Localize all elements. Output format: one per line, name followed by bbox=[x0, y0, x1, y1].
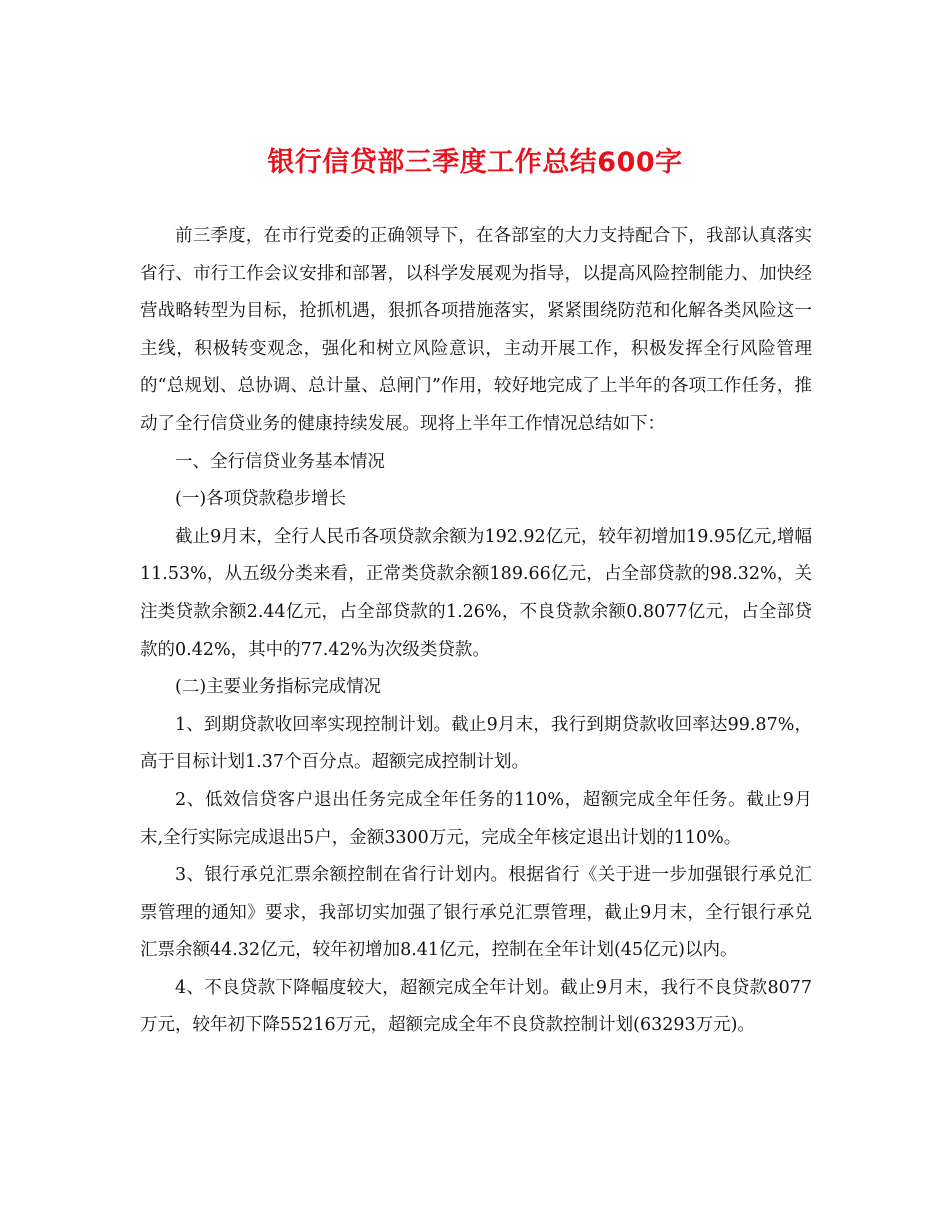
paragraph-loans: 截止9月末，全行人民币各项贷款余额为192.92亿元，较年初增加19.95亿元,增幅11.53%，从五级分类来看，正常类贷款余额189.66亿元，占全部贷款的98.32%，关注类贷款余额2.44亿元，占全部贷款的1.26%，不良贷款余额0.8077亿元，占全部贷款的0.42%，其中的77.42%为次级类贷款。 bbox=[140, 526, 812, 660]
subsection-heading-1: (一)各项贷款稳步增长 bbox=[175, 489, 347, 510]
subsection-heading-2: (二)主要业务指标完成情况 bbox=[175, 677, 382, 698]
paragraph-item-1: 1、到期贷款收回率实现控制计划。截止9月末，我行到期贷款收回率达99.87%，高于目标计划1.37个百分点。超额完成控制计划。 bbox=[140, 714, 812, 773]
section-heading-1: 一、全行信贷业务基本情况 bbox=[175, 451, 385, 472]
document-body bbox=[140, 218, 812, 1045]
document-title: 银行信贷部三季度工作总结600字 bbox=[267, 147, 683, 178]
paragraph-item-2: 2、低效信贷客户退出任务完成全年任务的110%，超额完成全年任务。截止9月末,全行实际完成退出5户，金额3300万元，完成全年核定退出计划的110%。 bbox=[140, 789, 812, 848]
paragraph-item-4: 4、不良贷款下降幅度较大，超额完成全年计划。截止9月末，我行不良贷款8077万元，较年初下降55216万元，超额完成全年不良贷款控制计划(63293万元)。 bbox=[140, 977, 812, 1036]
paragraph-item-3: 3、银行承兑汇票余额控制在省行计划内。根据省行《关于进一步加强银行承兑汇票管理的通知》要求，我部切实加强了银行承兑汇票管理，截止9月末，全行银行承兑汇票余额44.32亿元，较年初增加8.41亿元，控制在全年计划(45亿元)以内。 bbox=[140, 865, 812, 961]
paragraph-intro: 前三季度，在市行党委的正确领导下，在各部室的大力支持配合下，我部认真落实省行、市行工作会议安排和部署，以科学发展观为指导，以提高风险控制能力、加快经营战略转型为目标，抢抓机遇，狠抓各项措施落实，紧紧围绕防范和化解各类风险这一主线，积极转变观念，强化和树立风险意识，主动开展工作，积极发挥全行风险管理的“总规划、总协调、总计量、总闸门”作用，较好地完成了上半年的各项工作任务，推动了全行信贷业务的健康持续发展。现将上半年工作情况总结如下： bbox=[140, 226, 812, 434]
